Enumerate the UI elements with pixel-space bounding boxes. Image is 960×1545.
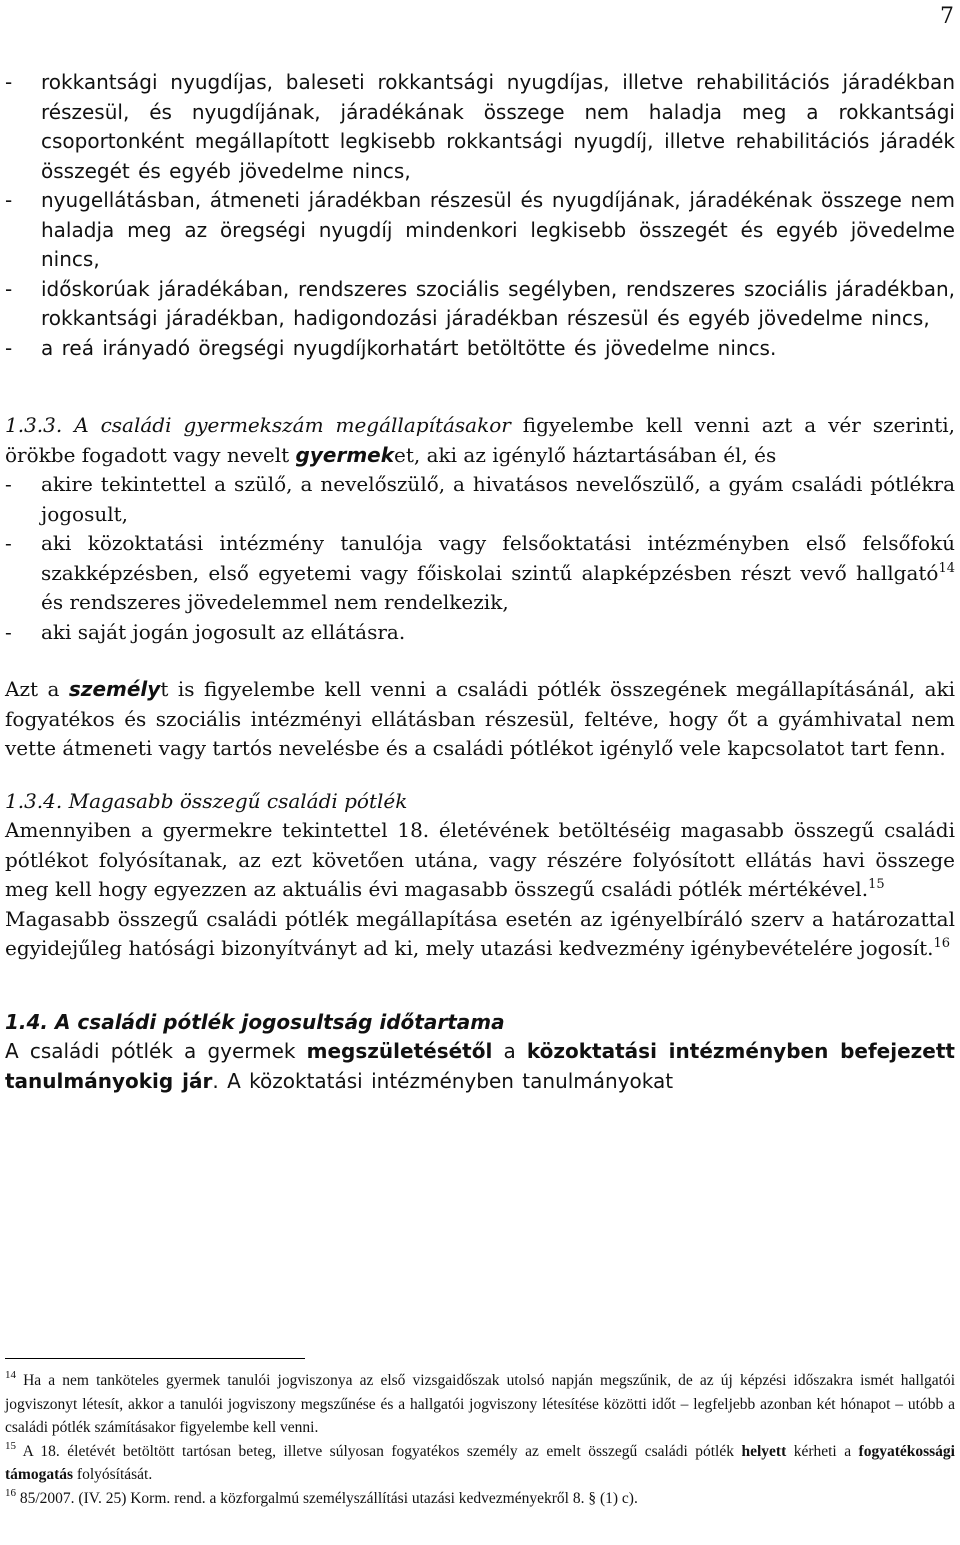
section-1-3-3 bbox=[5, 411, 955, 647]
intro-text: figyelembe kell venni azt a vér szerinti, örökbe fogadott vagy nevelt bbox=[5, 413, 956, 467]
list-item-text-a: aki közoktatási intézmény tanulója vagy felsőoktatási intézményben első felsőfokú szakképzésben, első egyetemi vagy főiskolai szintű alapképzésben részt vevő hallgató bbox=[41, 531, 955, 585]
paragraph-text: A családi pótlék a gyermek bbox=[5, 1039, 307, 1063]
section-paragraph bbox=[5, 905, 955, 964]
footnote-text: folyósítását. bbox=[73, 1466, 153, 1483]
list-item bbox=[5, 529, 955, 618]
footnote-15 bbox=[5, 1440, 955, 1487]
list-dash: - bbox=[5, 619, 12, 644]
emphasis-szemely: személy bbox=[68, 677, 161, 701]
footnote-14 bbox=[5, 1369, 955, 1440]
list-item bbox=[5, 618, 955, 648]
footnote-number: 14 bbox=[5, 1369, 16, 1381]
paragraph-text: Magasabb összegű családi pótlék megállapítása esetén az igényelbíráló szerv a határozattal egyidejűleg hatósági bizonyítványt ad ki, mely utazási kedvezmény igénybevételére jogosít. bbox=[5, 906, 955, 960]
footnote-separator bbox=[5, 1358, 305, 1359]
paragraph-text-end: . A közoktatási intézményben tanulmányokat bbox=[212, 1068, 674, 1093]
footnote-ref-14[interactable]: 14 bbox=[938, 560, 955, 576]
list-item bbox=[5, 275, 955, 334]
list-item-text: akire tekintettel a szülő, a nevelőszülő, a hivatásos nevelőszülő, a gyám családi pótlékra jogosult, bbox=[41, 472, 955, 526]
footnote-emphasis: helyett bbox=[741, 1442, 787, 1460]
section-heading: 1.3.4. Magasabb összegű családi pótlék bbox=[5, 788, 408, 813]
footnote-ref-16[interactable]: 16 bbox=[933, 936, 951, 951]
page-number: 7 bbox=[940, 4, 954, 29]
footnote-16 bbox=[5, 1487, 955, 1511]
list-item-text: a reá irányadó öregségi nyugdíjkorhatárt betöltötte és jövedelme nincs. bbox=[41, 335, 777, 360]
list-item bbox=[5, 334, 955, 364]
list-dash: - bbox=[5, 188, 13, 212]
paragraph-text: Azt a bbox=[5, 677, 69, 701]
footnotes bbox=[5, 1369, 955, 1510]
emphasis-kozoktatasi: közoktatási intézményben befejezett tanulmányokig jár bbox=[5, 1039, 955, 1093]
list-dash: - bbox=[5, 531, 12, 555]
section-heading: 1.4. A családi pótlék jogosultság időtartama bbox=[5, 1009, 505, 1034]
paragraph-text: a bbox=[492, 1039, 527, 1063]
section-1-4 bbox=[5, 1008, 955, 1097]
list-dash: - bbox=[5, 472, 12, 496]
eligibility-list bbox=[5, 68, 955, 363]
emphasis-megszuletesetol: megszületésétől bbox=[306, 1039, 493, 1063]
footnote-number: 15 bbox=[5, 1439, 16, 1452]
footnote-number: 16 bbox=[5, 1486, 16, 1499]
list-item-text: időskorúak járadékában, rendszeres szociális segélyben, rendszeres szociális járadékban, rokkantsági járadékban, hadigondozási járadékban részesül és egyéb jövedelme nincs, bbox=[41, 276, 955, 330]
list-dash: - bbox=[5, 70, 13, 94]
list-item-text: aki saját jogán jogosult az ellátásra. bbox=[41, 619, 406, 644]
list-item-text: nyugellátásban, átmeneti járadékban részesül és nyugdíjának, járadékénak összege nem haladja meg az öregségi nyugdíj mindenkori legkisebb összegét és egyéb jövedelme nincs, bbox=[41, 188, 955, 271]
intro-text-end: et, aki az igénylő háztartásában él, és bbox=[394, 442, 777, 467]
szemely-paragraph bbox=[5, 675, 955, 764]
paragraph-text-end: t is figyelembe kell venni a családi pótlék összegének megállapításánál, aki fogyatékos és szociális intézményi ellátásban részesül, feltéve, hogy őt a gyámhivatal nem vette átmeneti vagy tartós nevelésbe és a családi pótlékot igénylő vele kapcsolatot tart fenn. bbox=[5, 677, 956, 760]
footnote-text: Ha a nem tanköteles gyermek tanulói jogviszonya az első vizsgaidőszak utolsó napján megszűnik, de az új képzési időszakra ismét hallgatói jogviszonyt létesít, akkor a tanulói jogviszony megszűnése és a hallgatói jogviszony létesítése közötti időt – legfeljebb azonban két hónapot – utóbb a családi pótlék számításakor figyelembe kell venni. bbox=[5, 1372, 955, 1436]
emphasis-gyermek: gyermek bbox=[295, 442, 395, 467]
list-item bbox=[5, 68, 955, 186]
list-item bbox=[5, 470, 955, 529]
footnote-text: 85/2007. (IV. 25) Korm. rend. a közforgalmú személyszállítási utazási kedvezményekről 8. § (1) c). bbox=[16, 1489, 638, 1507]
section-1-3-3-intro bbox=[5, 411, 955, 470]
section-paragraph bbox=[5, 816, 955, 905]
footnote-text: A 18. életévét betöltött tartósan beteg, illetve súlyosan fogyatékos személy az emelt összegű családi pótlék bbox=[16, 1442, 742, 1460]
list-item bbox=[5, 186, 955, 275]
list-item-text-b: és rendszeres jövedelemmel nem rendelkezik, bbox=[41, 590, 509, 614]
footnote-emphasis: fogyatékossági támogatás bbox=[5, 1442, 955, 1483]
section-paragraph bbox=[5, 1037, 955, 1096]
list-dash: - bbox=[5, 335, 13, 360]
list-item-text: rokkantsági nyugdíjas, baleseti rokkantsági nyugdíjas, illetve rehabilitációs járadékban részesül, és nyugdíjának, járadékának összege nem haladja meg a rokkantsági csoportonként megállapított legkisebb rokkantsági nyugdíj, illetve rehabilitációs járadék összegét és egyéb jövedelme nincs, bbox=[41, 70, 955, 183]
list-dash: - bbox=[5, 276, 13, 301]
footnote-ref-15[interactable]: 15 bbox=[868, 877, 885, 892]
paragraph-text: Amennyiben a gyermekre tekintettel 18. életévének betöltéséig magasabb összegű családi pótlékot folyósítanak, az ezt követően utána, vagy részére folyósított ellátás havi összege meg kell hogy egyezzen az aktuális évi magasabb összegű családi pótlék mértékével. bbox=[5, 818, 955, 901]
list-item-text bbox=[41, 529, 955, 618]
section-number: 1.3.3. bbox=[5, 413, 63, 437]
section-1-3-4 bbox=[5, 787, 955, 964]
page-content bbox=[5, 68, 955, 1096]
section-title: A családi gyermekszám megállapításakor bbox=[74, 413, 511, 437]
footnote-text: kérheti a bbox=[786, 1442, 859, 1460]
